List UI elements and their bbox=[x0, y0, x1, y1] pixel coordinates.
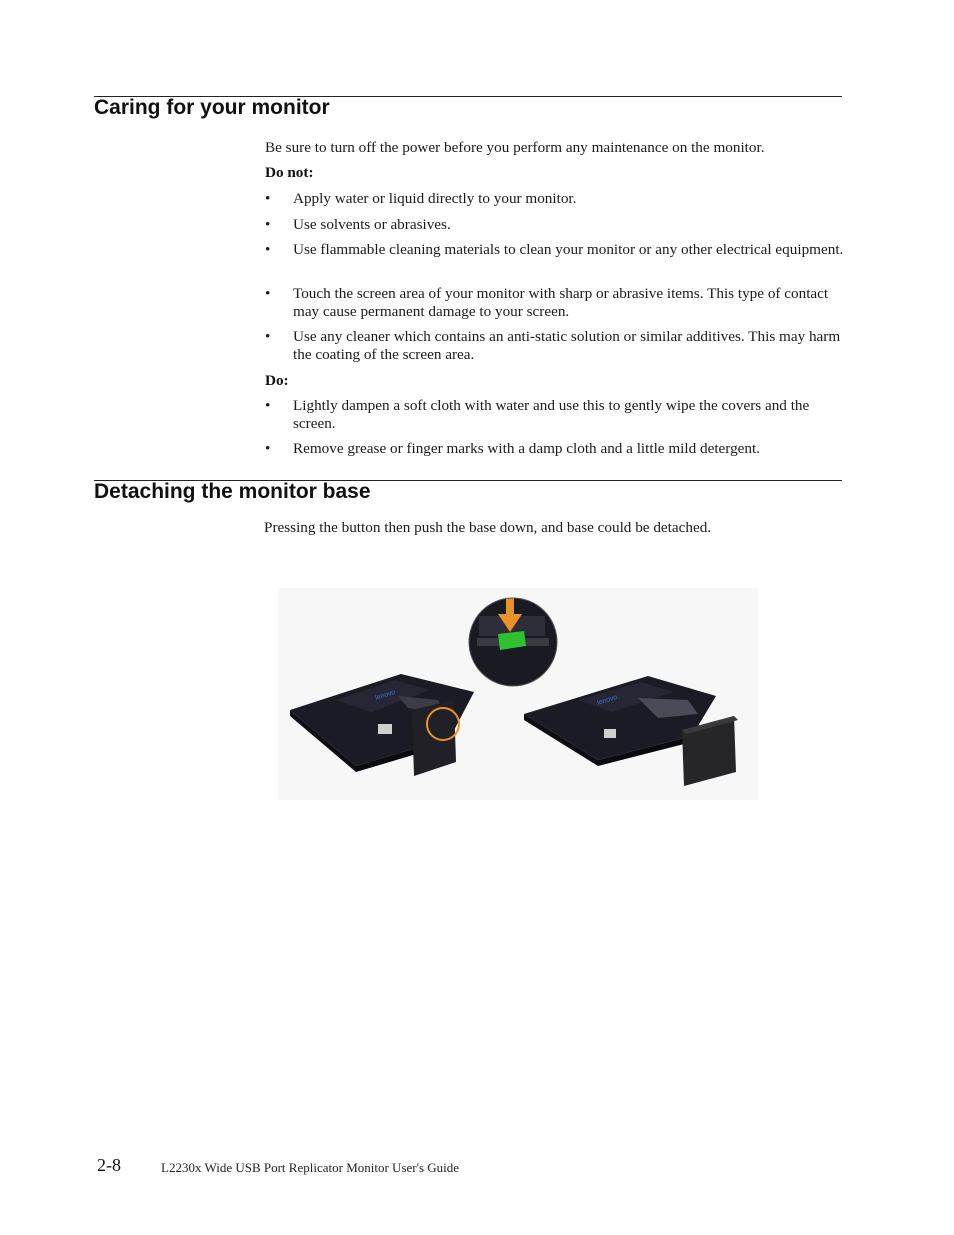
zoom-inset bbox=[469, 598, 557, 686]
page-number: 2-8 bbox=[97, 1155, 121, 1175]
donot-item bbox=[265, 241, 855, 259]
donot-item-text: Apply water or liquid directly to your monitor. bbox=[293, 190, 577, 207]
donot-item bbox=[265, 328, 855, 363]
footer-doc-title: L2230x Wide USB Port Replicator Monitor User's Guide bbox=[161, 1160, 460, 1175]
bullet-icon: • bbox=[265, 241, 271, 258]
bullet-icon: • bbox=[265, 190, 271, 207]
donot-item-text: Touch the screen area of your monitor with sharp or abrasive items. This type of contact may cause permanent damage to your screen. bbox=[293, 285, 829, 320]
bullet-icon: • bbox=[265, 285, 271, 302]
do-label: Do: bbox=[265, 372, 289, 389]
bullet-icon: • bbox=[265, 216, 271, 233]
do-item bbox=[265, 440, 855, 458]
donot-item bbox=[265, 216, 855, 234]
monitor-base-illustration bbox=[278, 588, 758, 800]
donot-item bbox=[265, 285, 855, 320]
heading-detaching-base: Detaching the monitor base bbox=[94, 480, 371, 503]
detaching-text: Pressing the button then push the base down, and base could be detached. bbox=[264, 519, 712, 536]
do-item-text: Lightly dampen a soft cloth with water and use this to gently wipe the covers and the screen. bbox=[293, 397, 810, 432]
lenovo-logo-right: lenovo bbox=[596, 693, 619, 707]
caring-intro: Be sure to turn off the power before you perform any maintenance on the monitor. bbox=[265, 139, 765, 156]
do-item bbox=[265, 397, 855, 432]
donot-item-text: Use flammable cleaning materials to clean your monitor or any other electrical equipment. bbox=[293, 241, 844, 258]
bullet-icon: • bbox=[265, 328, 271, 345]
heading-caring-for-monitor: Caring for your monitor bbox=[94, 96, 330, 119]
donot-item-text: Use any cleaner which contains an anti-static solution or similar additives. This may harm the coating of the screen area. bbox=[293, 328, 841, 363]
arrow-shaft bbox=[506, 598, 514, 616]
lenovo-logo-left: lenovo bbox=[374, 688, 397, 702]
donot-item-text: Use solvents or abrasives. bbox=[293, 216, 451, 233]
bullet-icon: • bbox=[265, 397, 271, 414]
donot-item bbox=[265, 190, 855, 208]
donot-label: Do not: bbox=[265, 164, 314, 181]
bullet-icon: • bbox=[265, 440, 271, 457]
do-item-text: Remove grease or finger marks with a damp cloth and a little mild detergent. bbox=[293, 440, 761, 457]
